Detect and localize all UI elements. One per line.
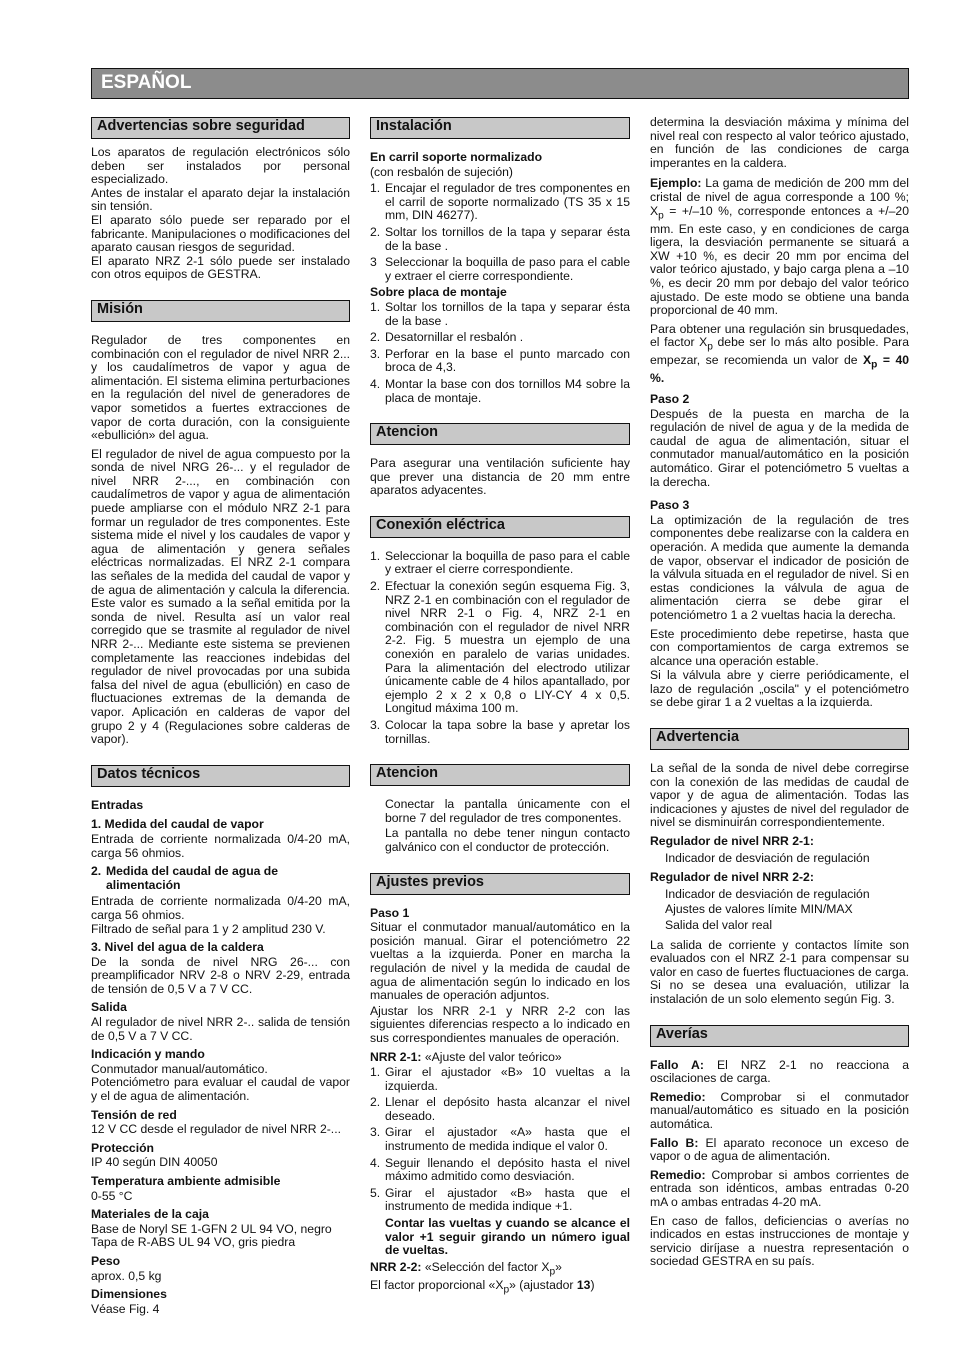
remedio-2: [650, 1169, 909, 1210]
spec-text: Entrada de corriente normalizada 0/4-20 mA, carga 56 ohmios.: [91, 894, 350, 922]
safety-paragraph: El aparato NRZ 2-1 sólo puede ser instalado con otros equipos de GESTRA.: [91, 253, 350, 282]
list-number: 1.: [370, 299, 381, 314]
fallo-a-label: Fallo A:: [650, 1057, 704, 1072]
nrr22-line: [370, 1261, 630, 1279]
list-text: Desatornillar el resbalón .: [385, 330, 524, 345]
fallo-a-text: El NRZ 2-1 no reacciona a oscilaciones de carga.: [650, 1057, 910, 1086]
averias-paragraph: En caso de fallos, deficiencias o averías no indicados en estas instrucciones de montaje y servicio diríjase a nuestra representación o sociedad GESTRA en su país.: [650, 1213, 909, 1269]
list-item: [370, 348, 630, 375]
remedio-text: Comprobar si ambos corrientes de entrada son idénticos, ambas entradas 0-20 mA o ambas entradas 4-20 mA.: [650, 1167, 909, 1209]
spec-title: Indicación y mando: [91, 1047, 205, 1062]
list-number: 2.: [370, 1095, 381, 1110]
paso-heading: Paso 2: [650, 392, 690, 406]
atencion-paragraph: Para asegurar una ventilación suficiente hay que prever una distancia de 20 mm entre aparatos adyacentes.: [370, 456, 630, 498]
spec-title: Salida: [91, 1000, 127, 1015]
nrr21-steps: [370, 1066, 630, 1214]
section-title-advertencia: Advertencia: [650, 728, 909, 750]
spec-text: Filtrado de señal para 1 y 2 amplitud 230 V.: [91, 921, 326, 936]
obtener-sub: p: [707, 341, 713, 353]
spec-text: Al regulador de nivel NRR 2-.. salida de tensión de 0,5 V a 7 V CC.: [91, 1015, 350, 1043]
factor-sub: p: [503, 1284, 510, 1296]
list-item: [370, 580, 630, 716]
list-text: Seleccionar la boquilla de paso para el cable y extraer el cierre correspondiente.: [385, 548, 630, 577]
section-title-atencion-2: Atencion: [370, 764, 630, 786]
list-number: 2.: [370, 330, 381, 345]
list-item: [370, 1157, 630, 1184]
spec-text: Véase Fig. 4: [91, 1301, 160, 1316]
list-number: 1.: [370, 1065, 381, 1080]
obtener-bold-b: = 40 %.: [650, 353, 910, 386]
paso-paragraph: Después de la puesta en marcha de la regulación de nivel de agua y de la medida de caudal de agua de alimentación, situar el conmutador manual/automático en la posición automático. Girar el potenciómetro 5 vueltas a la derecha.: [650, 406, 909, 489]
spec-title: 3. Nivel del agua de la caldera: [91, 940, 264, 955]
carril-steps: [370, 182, 630, 283]
spec-text: Potenciómetro para evaluar el caudal de vapor y el de agua de alimentación.: [91, 1075, 350, 1104]
paso-heading: Paso 3: [650, 498, 690, 513]
spec-text: Base de Noryl SE 1-GFN 2 UL 94 VO, negro: [91, 1221, 332, 1236]
regulador-heading: Regulador de nivel NRR 2-2:: [650, 870, 814, 885]
spec-text: Conmutador manual/automático.: [91, 1061, 268, 1076]
factor-b: » (ajustador: [509, 1277, 577, 1292]
remedio-text: Comprobar si el conmutador manual/automático es situado en la posición automática.: [650, 1089, 909, 1131]
section-title-conexion: Conexión eléctrica: [370, 516, 630, 538]
obtener-a: Para obtener una regulación sin brusquedades, el factor X: [650, 321, 909, 350]
list-item: [370, 1096, 630, 1123]
nrr21-text: «Ajuste del valor teórico»: [421, 1049, 562, 1064]
list-number: 3: [370, 255, 377, 270]
list-item: [370, 182, 630, 223]
list-item: Indicador de desviación de regulación: [665, 886, 870, 901]
spec-text: 0-55 °C: [91, 1188, 133, 1203]
spec-title: Temperatura ambiente admisible: [91, 1174, 281, 1188]
regulador-22-list: [650, 888, 909, 933]
list-text: Perforar en la base el punto marcado con broca de 4,3.: [385, 346, 630, 375]
list-text: Girar el ajustador «B» hasta que el instrumento de medida indique +1.: [385, 1185, 630, 1214]
spec-text: Entrada de corriente normalizada 0/4-20 mA, carga 56 ohmios.: [91, 831, 350, 860]
entradas-heading: Entradas: [91, 797, 144, 812]
list-text: Colocar la tapa sobre la base y apretar los tornillas.: [385, 718, 630, 746]
paso-paragraph: La optimización de la regulación de tres componentes debe realizarse con la caldera en operación. A medida que aumente la demanda de vapor, observar el indicador de posición de la válvula situada en el regulador de nivel. Si en estas condiciones la válvula de agua de alimentación cierra se debe girar el potenciómetro 1 a 2 vueltas hacia la derecha.: [650, 512, 909, 622]
list-text: Girar el ajustador «B» 10 vueltas a la izquierda.: [385, 1065, 630, 1093]
spec-text: 12 V CC desde el regulador de nivel NRR 2-...: [91, 1122, 341, 1137]
list-item: Ajustes de valores límite MIN/MAX: [665, 902, 853, 917]
paso-paragraph: Si la válvula abre y cierre periódicamente, el lazo de regulación „oscila" y el potenciómetro se debe girar 1 a 2 vueltas a la izquierda.: [650, 668, 909, 710]
list-item: [370, 719, 630, 746]
spec-title: Protección: [91, 1140, 154, 1155]
section-title-instalacion: Instalación: [370, 117, 630, 139]
advertencia-paragraph: La salida de corriente y contactos límite son evaluados con el NRZ 2-1 para compensar su valor en caso de fuertes fluctuaciones de carga. Si no se desea una evaluación, utilizar la instalación de un solo elemento según Fig. 3.: [650, 937, 909, 1006]
continued-paragraph: determina la desviación máxima y mínima del nivel real con respecto al valor teórico ajustado, en función de las condiciones de carga imperantes en la caldera.: [650, 115, 909, 170]
nrr21-note: Contar las vueltas y cuando se alcance el valor +1 seguir girando un número igual de vueltas.: [385, 1216, 630, 1258]
list-number: 4.: [370, 1155, 381, 1170]
nrr22-end: »: [555, 1259, 562, 1274]
list-number: 4.: [370, 376, 381, 391]
spec-title: Dimensiones: [91, 1287, 167, 1302]
placa-steps: [370, 301, 630, 405]
banner-title: ESPAÑOL: [101, 72, 192, 93]
ejemplo-label: Ejemplo:: [650, 176, 702, 191]
paso-paragraph: Ajustar los NRR 2-1 y NRR 2-2 con las siguientes diferencias respecto a lo indicado en sus correspondientes manuales de operación.: [370, 1003, 630, 1045]
safety-paragraph: El aparato sólo puede ser reparado por el fabricante. Manipulaciones o modificaciones del aparato causan riesgos de seguridad.: [91, 212, 350, 255]
list-item: [370, 1126, 630, 1153]
fallo-b: [650, 1137, 909, 1164]
list-item: [370, 256, 630, 283]
nrr22-sub: p: [549, 1266, 556, 1278]
list-text: Soltar los tornillos de la tapa y separar ésta de la base .: [385, 299, 630, 328]
carril-subtitle: (con resbalón de sujeción): [370, 164, 513, 179]
ejemplo-paragraph: [650, 177, 909, 317]
nrr21-line: [370, 1051, 630, 1065]
list-number: 3.: [370, 718, 381, 732]
list-item: [370, 1066, 630, 1093]
spec-text: aprox. 0,5 kg: [91, 1268, 162, 1283]
list-number: 1.: [370, 548, 381, 563]
ejemplo-sub: p: [658, 210, 664, 221]
list-number: 1.: [370, 181, 381, 196]
carril-heading: En carril soporte normalizado: [370, 150, 543, 164]
column-left: [91, 117, 350, 1321]
spec-text: De la sonda de nivel NRG 26-... con preamplificador NRV 2-8 o NRV 2-29, entrada de tensión de 0,5 V a 7 V CC.: [91, 954, 350, 996]
list-item: [370, 331, 630, 345]
list-text: Girar el ajustador «A» hasta que el instrumento de medida indique el valor 0.: [385, 1125, 630, 1154]
remedio-1: [650, 1091, 909, 1132]
list-item: [370, 1187, 630, 1214]
spec-text: Tapa de R-ABS UL 94 VO, gris piedra: [91, 1235, 296, 1250]
fallo-a: [650, 1059, 909, 1086]
list-text: Seleccionar la boquilla de paso para el cable y extraer el cierre correspondiente.: [385, 255, 630, 283]
safety-paragraph: Antes de instalar el aparato dejar la instalación sin tensión.: [91, 185, 350, 214]
column-right: [650, 116, 909, 1274]
list-number: 2.: [370, 224, 381, 239]
paso-paragraph: Este procedimiento debe repetirse, hasta que con comportamientos de carga extremos se alcance una operación estable.: [650, 626, 909, 668]
list-number: 3.: [370, 1125, 381, 1140]
obtener-b: debe ser lo más alto posible. Para empezar, se recomienda un valor de: [650, 335, 909, 368]
fallo-b-text: El aparato reconoce un exceso de vapor o de agua de alimentación.: [650, 1135, 910, 1164]
fallo-b-label: Fallo B:: [650, 1135, 699, 1150]
list-text: Llenar el depósito hasta alcanzar el nivel deseado.: [385, 1095, 630, 1123]
obtener-bold-a: X: [863, 353, 872, 368]
regulador-heading: Regulador de nivel NRR 2-1:: [650, 834, 814, 849]
list-item: Indicador de desviación de regulación: [665, 850, 870, 865]
list-text: Seguir llenando el depósito hasta el nivel máximo admitido como desviación.: [385, 1155, 630, 1184]
language-banner: [91, 68, 909, 99]
section-title-datos: Datos técnicos: [91, 765, 350, 787]
factor-line: [370, 1279, 630, 1297]
list-text: Efectuar la conexión según esquema Fig. 3, NRZ 2-1 en combinación con el regulador de nivel NRR 2-1 o Fig. 4, NRZ 2-1 en combinación con el regulador de nivel NRR 2-2. Fig. 5 muestra un ejemplo de una conexión en paralelo de varias unidades. Para la alimentación del electrodo utilizar únicamente cable de 4 hilos apantallado, por ejemplo 2 x 2 x 0,8 o LIY-CY 4 x 0,5. Longitud máxima 100 m.: [385, 579, 630, 716]
advertencia-paragraph: La señal de la sonda de nivel debe corregirse con la conexión de las medidas de caudal de vapor y de agua de alimentación. Todas las indicaciones y ajustes de nivel del regulador de nivel se disminuirán correspondientemente.: [650, 761, 909, 830]
list-number: 3.: [370, 346, 381, 361]
remedio-label: Remedio:: [650, 1089, 706, 1104]
factor-num: 13: [576, 1277, 591, 1292]
paso-heading: Paso 1: [370, 905, 410, 920]
spec-title: [91, 865, 350, 892]
remedio-label: Remedio:: [650, 1167, 706, 1182]
regulador-21-list: [650, 852, 909, 866]
list-number: 5.: [370, 1185, 381, 1200]
section-title-atencion-1: Atencion: [370, 423, 630, 445]
obtener-bold-sub: p: [871, 359, 878, 371]
mision-paragraph: Regulador de tres componentes en combinación con el regulador de nivel NRR 2... y los caudalímetros de vapor y agua de alimentación. El sistema elimina perturbaciones en la regulación del nivel de generadores de vapor sometidos a fuertes extracciones de vapor de corta duración, con la consiguiente «ebullición» del agua.: [91, 332, 350, 443]
atencion-paragraph: La pantalla no debe tener ningun contacto galvánico con el conductor de protección.: [385, 826, 630, 854]
nrr21-label: NRR 2-1:: [370, 1049, 422, 1064]
placa-heading: Sobre placa de montaje: [370, 285, 507, 300]
paso-paragraph: Situar el conmutador manual/automático en la posición manual. Girar el potenciómetro 22 vueltas a la izquierda. Poner en marcha la regulación de nivel y la medida de caudal de agua de alimentación según lo indicado en los manuales de operación adjuntos.: [370, 920, 630, 1003]
list-text: Encajar el regulador de tres componentes en el carril de soporte normalizado (TS 35 x 15 mm, DIN 46277).: [385, 181, 630, 223]
nrr22-label: NRR 2-2:: [370, 1259, 422, 1274]
spec-title: Materiales de la caja: [91, 1207, 209, 1222]
list-item: [370, 378, 630, 405]
list-item: [370, 550, 630, 577]
spec-title: 1. Medida del caudal de vapor: [91, 817, 264, 832]
ejemplo-a: La gama de medición de 200 mm del cristal de nivel de agua corresponde a 100 %; X: [650, 176, 909, 218]
spec-text: IP 40 según DIN 40050: [91, 1155, 218, 1170]
section-title-ajustes: Ajustes previos: [370, 873, 630, 895]
spec-title: Peso: [91, 1253, 121, 1268]
nrr22-text: «Selección del factor X: [421, 1259, 550, 1274]
list-item: [370, 301, 630, 328]
mision-paragraph: El regulador de nivel de agua compuesto por la sonda de nivel NRG 26-... y el regulador de nivel NRR 2-..., en combinación con caudalímetros de vapor y agua de alimentación puede ampliarse con el módulo NRZ 2-1 para formar un regulador de tres componentes. Este sistema mide el nivel y los caudales de vapor y agua de alimentación y genera señales eléctricas normalizadas. El NRZ 2-1 compara las señales de la medida del caudal de vapor y de agua de alimentación y calcula la diferencia. Este valor es sumado a la señal emitida por la sonda de nivel. Resulta así un valor real corregido que se trasmite al regulador de nivel NRR 2-... Mediante este sistema se previenen completamente las reacciones indebidas del regulador de nivel provocadas por una subida falsa del nivel de agua (ebullición) en caso de fluctuaciones extremas de la demanda de vapor. Aplicación en calderas de vapor del grupo 2 y 4 (Regulaciones sobre calderas de vapor).: [91, 446, 350, 747]
list-item: [370, 226, 630, 253]
factor-a: El factor proporcional «X: [370, 1277, 504, 1292]
safety-paragraph: Los aparatos de regulación electrónicos sólo deben ser instalados por personal especializado.: [91, 145, 350, 187]
column-middle: [370, 117, 630, 1302]
list-text: Soltar los tornillos de la tapa y separar ésta de la base .: [385, 224, 630, 253]
list-number: 2.: [370, 579, 381, 594]
list-text: Montar la base con dos tornillos M4 sobre la placa de montaje.: [385, 376, 630, 405]
conexion-steps: [370, 550, 630, 746]
list-item: Salida del valor real: [665, 918, 773, 932]
factor-c: ): [590, 1277, 595, 1292]
obtener-paragraph: [650, 323, 909, 386]
ejemplo-b: = +/–10 %, corresponde entonces a +/–20 mm. En este caso, y en condiciones de carga ligera, la desviación permanente se situará a XW +10 %, es decir 20 mm por encima del valor teórico ajustado, y bajo carga plena a –10 %, es decir 20 mm por debajo del valor teórico ajustado. De este modo se obtiene una banda proporcional de 40 mm.: [650, 203, 909, 318]
spec-title-text: Medida del caudal de agua de alimentación: [106, 864, 279, 892]
section-title-safety: Advertencias sobre seguridad: [91, 117, 350, 139]
atencion-paragraph: Conectar la pantalla únicamente con el borne 7 del regulador de tres componentes.: [385, 797, 630, 825]
section-title-mision: Misión: [91, 300, 350, 322]
spec-title: Tensión de red: [91, 1107, 177, 1122]
spec-number: 2.: [91, 864, 102, 879]
section-title-averias: Averías: [650, 1025, 909, 1047]
